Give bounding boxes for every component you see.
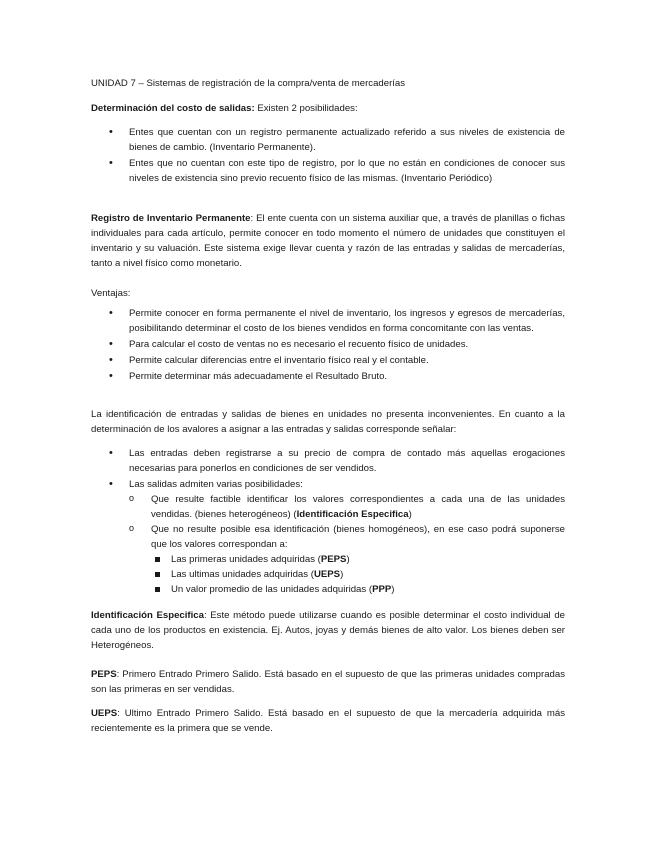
valuacion-list [91,446,565,598]
sub-end: ) [408,509,412,520]
determinacion-label: Determinación del costo de salidas: [91,103,255,114]
list-item [151,552,565,567]
list-item: • Permite determinar más adecuadamente el Resultado Bruto. [91,369,565,384]
ident-especifica-label: Identificación Especifica [91,610,204,621]
determinacion-list [91,125,565,187]
method-end: ) [346,554,350,565]
ueps-text: : Ultimo Entrado Primero Salido. Está basado en el supuesto de que la mercadería adquirida más recientemente es la primera que se vende. [91,708,565,734]
methods-list [151,552,565,597]
ventajas-list [91,306,565,385]
ident-especifica-text: : Este método puede utilizarse cuando es posible determinar el costo individual de cada uno de los productos en existencia. Ej. Autos, joyas y demás bienes de alto valor. Los bienes deben ser Heterogéneos. [91,610,565,651]
list-item: • Entes que cuentan con un registro permanente actualizado referido a sus niveles de existencia de bienes de cambio. (Inventario Permanente). [91,125,565,155]
method-bold: PPP [372,584,392,595]
salidas-sublist [129,492,565,597]
method-bold: UEPS [313,569,341,580]
list-item: • Permite conocer en forma permanente el nivel de inventario, los ingresos y egresos de mercaderías, posibilitando determinar el costo de los bienes vendidos en forma concomitante con las ventas. [91,306,565,336]
peps-label: PEPS [91,669,117,680]
sub-text: Que no resulte posible esa identificación (bienes homogéneos), en ese caso podrá suponerse que los valores correspondan a: [151,524,565,550]
unit-title: UNIDAD 7 – Sistemas de registración de la compra/venta de mercaderías [91,78,406,89]
peps-paragraph [91,667,565,697]
peps-text: : Primero Entrado Primero Salido. Está basado en el supuesto de que las primeras unidades compradas son las primeras en ser vendidas. [91,669,565,695]
determinacion-text: Existen 2 posibilidades: [254,103,358,114]
list-item: • Entes que no cuentan con este tipo de registro, por lo que no están en condiciones de conocer sus niveles de existencia sino previo recuento físico de las mismas. (Inventario Periódico) [91,156,565,186]
method-text: Las primeras unidades adquiridas ( [171,554,321,565]
ueps-label: UEPS [91,708,118,719]
method-end: ) [340,569,344,580]
determinacion-paragraph [91,101,565,116]
ventajas-heading: Ventajas: [91,288,131,299]
sub-text: Que resulte factible identificar los valores correspondientes a cada una de las unidades vendidas. (bienes heterogéneos) ( [151,494,565,520]
registro-paragraph [91,211,565,271]
list-item [151,582,565,597]
identificacion-intro: La identificación de entradas y salidas de bienes en unidades no presenta inconvenientes. En cuanto a la determinación de los avalores a asignar a las entradas y salidas corresponde señalar: [91,409,565,435]
ueps-paragraph [91,706,565,736]
method-bold: PEPS [320,554,347,565]
method-text: Un valor promedio de las unidades adquiridas ( [171,584,373,595]
sub-bold: Identificación Especifica [296,509,409,520]
registro-label: Registro de Inventario Permanente [91,213,251,224]
method-text: Las ultimas unidades adquiridas ( [171,569,314,580]
list-item: • Para calcular el costo de ventas no es necesario el recuento físico de unidades. [91,337,565,352]
ident-especifica-paragraph [91,608,565,653]
salidas-label: Las salidas admiten varias posibilidades: [129,479,303,490]
list-item [151,567,565,582]
list-item: • Permite calcular diferencias entre el inventario físico real y el contable. [91,353,565,368]
registro-text: : El ente cuenta con un sistema auxiliar que, a través de planillas o fichas individuales para cada artículo, permite conocer en todo momento el número de unidades que constituyen el inventario y su valuación. Este sistema exige llevar cuenta y razón de las entradas y salidas de mercaderías, tanto a nivel físico como monetario. [91,213,565,269]
list-item: • Las entradas deben registrarse a su precio de compra de contado más aquellas erogaciones necesarias para ponerlos en condiciones de ser vendidos. [91,446,565,476]
list-item [129,522,565,597]
method-end: ) [391,584,395,595]
list-item [129,492,565,522]
list-item [91,477,565,597]
